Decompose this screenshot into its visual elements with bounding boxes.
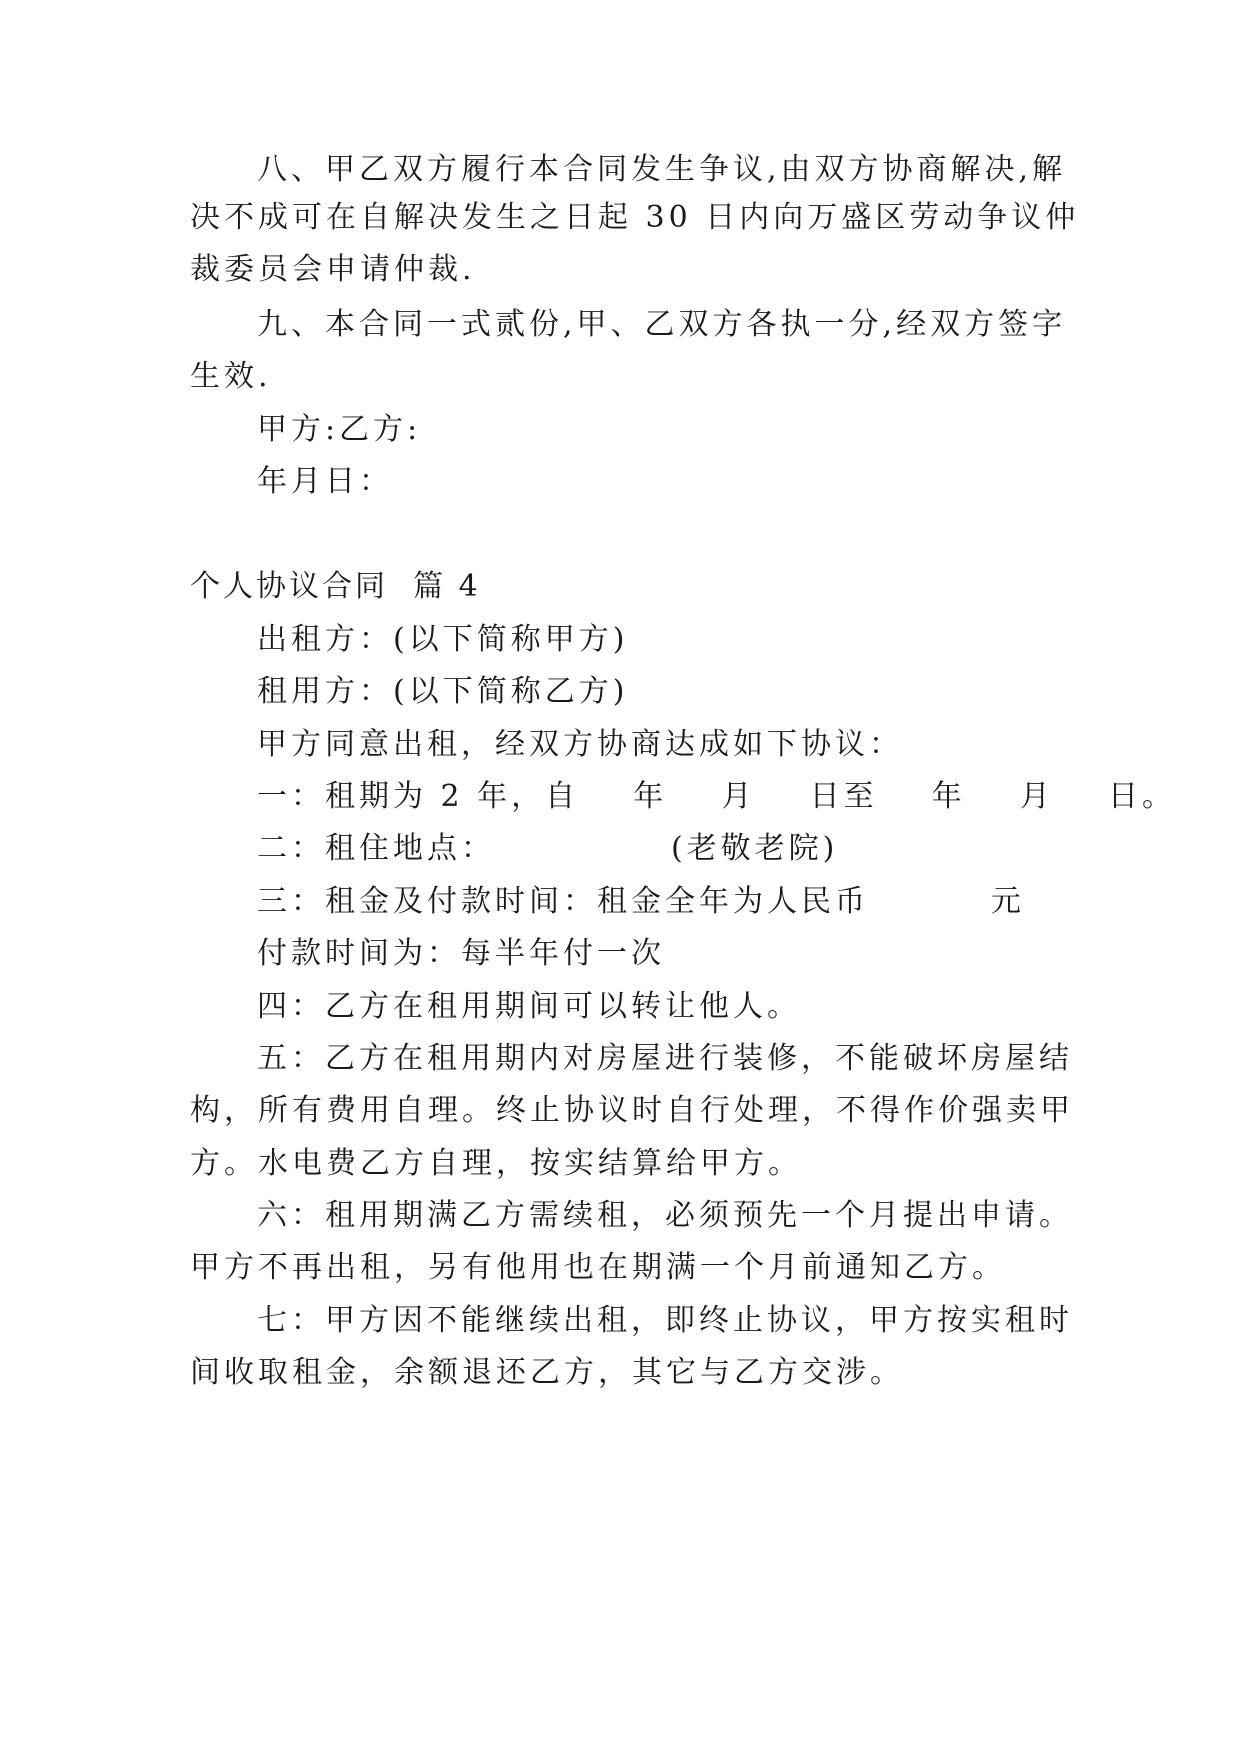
term-clause-6-line-2: 甲方不再出租，另有他用也在期满一个月前通知乙方。 [190,1250,1006,1285]
clause-8-line-2: 决不成可在自解决发生之日起 30 日内向万盛区劳动争议仲 [190,200,1080,235]
term-clause-5-line-3: 方。水电费乙方自理，按实结算给甲方。 [190,1146,802,1181]
term-clause-4: 四：乙方在租用期间可以转让他人。 [257,989,801,1024]
term-clause-5-line-2: 构，所有费用自理。终止协议时自行处理，不得作价强卖甲 [190,1093,1074,1128]
term-clause-6-line-1: 六：租用期满乙方需续租，必须预先一个月提出申请。 [257,1198,1073,1233]
clause-8-line-3: 裁委员会申请仲裁. [190,252,476,287]
term-clause-1: 一：租期为 2 年，自 年 月 日至 年 月 日。 [257,779,1177,814]
signature-date: 年月日： [257,464,393,499]
term-clause-2: 二：租住地点： (老敬老院) [257,831,839,866]
term-clause-5-line-1: 五：乙方在租用期内对房屋进行装修，不能破坏房屋结 [257,1041,1073,1076]
signature-parties: 甲方:乙方: [257,412,422,447]
payment-schedule: 付款时间为：每半年付一次 [257,936,665,971]
agreement-intro: 甲方同意出租，经双方协商达成如下协议： [257,727,903,762]
term-clause-7-line-2: 间收取租金，余额退还乙方，其它与乙方交涉。 [190,1355,904,1390]
lessor-line: 出租方：(以下简称甲方) [257,622,629,657]
term-clause-7-line-1: 七：甲方因不能继续出租，即终止协议，甲方按实租时 [257,1303,1073,1338]
clause-9-line-2: 生效. [190,359,272,394]
lessee-line: 租用方：(以下简称乙方) [257,674,629,709]
clause-9-line-1: 九、本合同一式贰份,甲、乙双方各执一分,经双方签字 [257,307,1067,342]
section-heading: 个人协议合同 篇 4 [190,569,481,604]
clause-8-line-1: 八、甲乙双方履行本合同发生争议,由双方协商解决,解 [257,152,1067,187]
term-clause-3: 三：租金及付款时间：租金全年为人民币 元 [257,884,1025,919]
